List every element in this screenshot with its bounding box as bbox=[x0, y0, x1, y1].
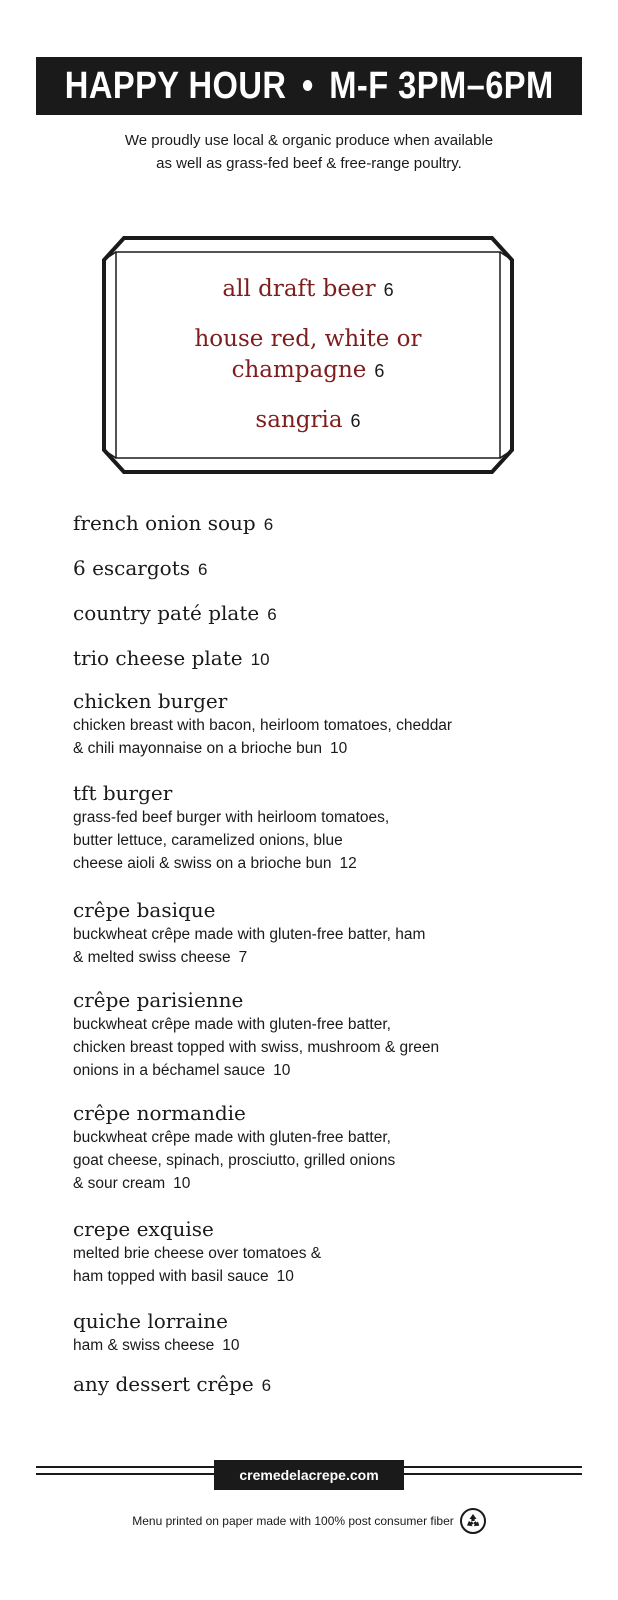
title-separator: • bbox=[301, 64, 314, 107]
paper-note-text: Menu printed on paper made with 100% post consumer fiber bbox=[132, 1514, 454, 1528]
item-name: quiche lorraine bbox=[73, 1309, 228, 1333]
drink-name-line-2: champagne bbox=[231, 356, 367, 383]
drink-name-line-1: house red, white or bbox=[194, 325, 422, 352]
item-price: 6 bbox=[263, 515, 274, 534]
food-menu bbox=[73, 510, 573, 1399]
item-price: 10 bbox=[330, 740, 348, 757]
menu-item bbox=[73, 987, 573, 1100]
drink-name: all draft beer bbox=[222, 275, 376, 302]
item-name: french onion soup bbox=[73, 511, 256, 535]
page-title bbox=[65, 65, 554, 108]
menu-item bbox=[73, 645, 573, 688]
recycle-icon bbox=[460, 1508, 486, 1534]
intro-line-1: We proudly use local & organic produce when available bbox=[124, 132, 494, 149]
drink-price: 6 bbox=[350, 410, 361, 431]
item-description: chicken breast with bacon, heirloom tomatoes, cheddar & chili mayonnaise on a brioche bun bbox=[73, 717, 453, 757]
item-price: 12 bbox=[339, 855, 357, 872]
drink-specials-box bbox=[102, 236, 514, 474]
menu-item bbox=[73, 555, 573, 600]
item-price: 7 bbox=[238, 949, 248, 966]
paper-note bbox=[0, 1508, 618, 1534]
item-name: crepe exquise bbox=[73, 1217, 214, 1241]
item-name: crêpe normandie bbox=[73, 1101, 246, 1125]
item-name: 6 escargots bbox=[73, 556, 191, 580]
item-name: tft burger bbox=[73, 781, 173, 805]
drink-item bbox=[255, 405, 360, 437]
item-name: chicken burger bbox=[73, 689, 228, 713]
menu-item bbox=[73, 780, 573, 897]
menu-item bbox=[73, 897, 573, 987]
drink-item bbox=[194, 324, 421, 387]
item-description: buckwheat crêpe made with gluten-free batter, chicken breast topped with swiss, mushroom & green onions in a béchamel sauce bbox=[73, 1016, 440, 1079]
item-price: 10 bbox=[276, 1268, 294, 1285]
menu-item bbox=[73, 600, 573, 645]
drink-item bbox=[222, 274, 393, 306]
menu-item bbox=[73, 1100, 573, 1216]
intro-text bbox=[0, 129, 618, 175]
menu-item bbox=[73, 1216, 573, 1308]
menu-item bbox=[73, 688, 573, 780]
item-description: melted brie cheese over tomatoes & ham topped with basil sauce bbox=[73, 1245, 322, 1285]
intro-line-2: as well as grass-fed beef & free-range poultry. bbox=[156, 155, 462, 172]
item-name: crêpe parisienne bbox=[73, 988, 244, 1012]
item-description: grass-fed beef burger with heirloom tomatoes, butter lettuce, caramelized onions, blue cheese aioli & swiss on a brioche bun bbox=[73, 809, 390, 872]
item-price: 6 bbox=[198, 560, 208, 579]
item-description: ham & swiss cheese bbox=[73, 1337, 215, 1354]
drink-list bbox=[102, 236, 514, 474]
item-name: country paté plate bbox=[73, 601, 260, 625]
item-description: buckwheat crêpe made with gluten-free batter, goat cheese, spinach, prosciutto, grilled onions & sour cream bbox=[73, 1129, 396, 1192]
menu-item bbox=[73, 1308, 573, 1371]
website-url[interactable]: cremedelacrepe.com bbox=[214, 1460, 404, 1490]
item-price: 10 bbox=[173, 1175, 191, 1192]
item-price: 6 bbox=[267, 605, 277, 624]
item-name: crêpe basique bbox=[73, 898, 216, 922]
title-left: HAPPY HOUR bbox=[64, 64, 287, 107]
drink-price: 6 bbox=[383, 279, 394, 300]
header-bar bbox=[36, 57, 582, 115]
title-right: M-F 3PM–6PM bbox=[329, 64, 554, 107]
drink-name: sangria bbox=[255, 406, 343, 433]
item-price: 10 bbox=[273, 1062, 291, 1079]
item-price: 10 bbox=[250, 650, 270, 669]
menu-item bbox=[73, 510, 573, 555]
item-description: buckwheat crêpe made with gluten-free batter, ham & melted swiss cheese bbox=[73, 926, 426, 966]
drink-price: 6 bbox=[374, 360, 385, 381]
menu-item bbox=[73, 1371, 573, 1399]
item-price: 6 bbox=[261, 1376, 272, 1395]
item-price: 10 bbox=[222, 1337, 240, 1354]
item-name: any dessert crêpe bbox=[73, 1372, 254, 1396]
item-name: trio cheese plate bbox=[73, 646, 243, 670]
